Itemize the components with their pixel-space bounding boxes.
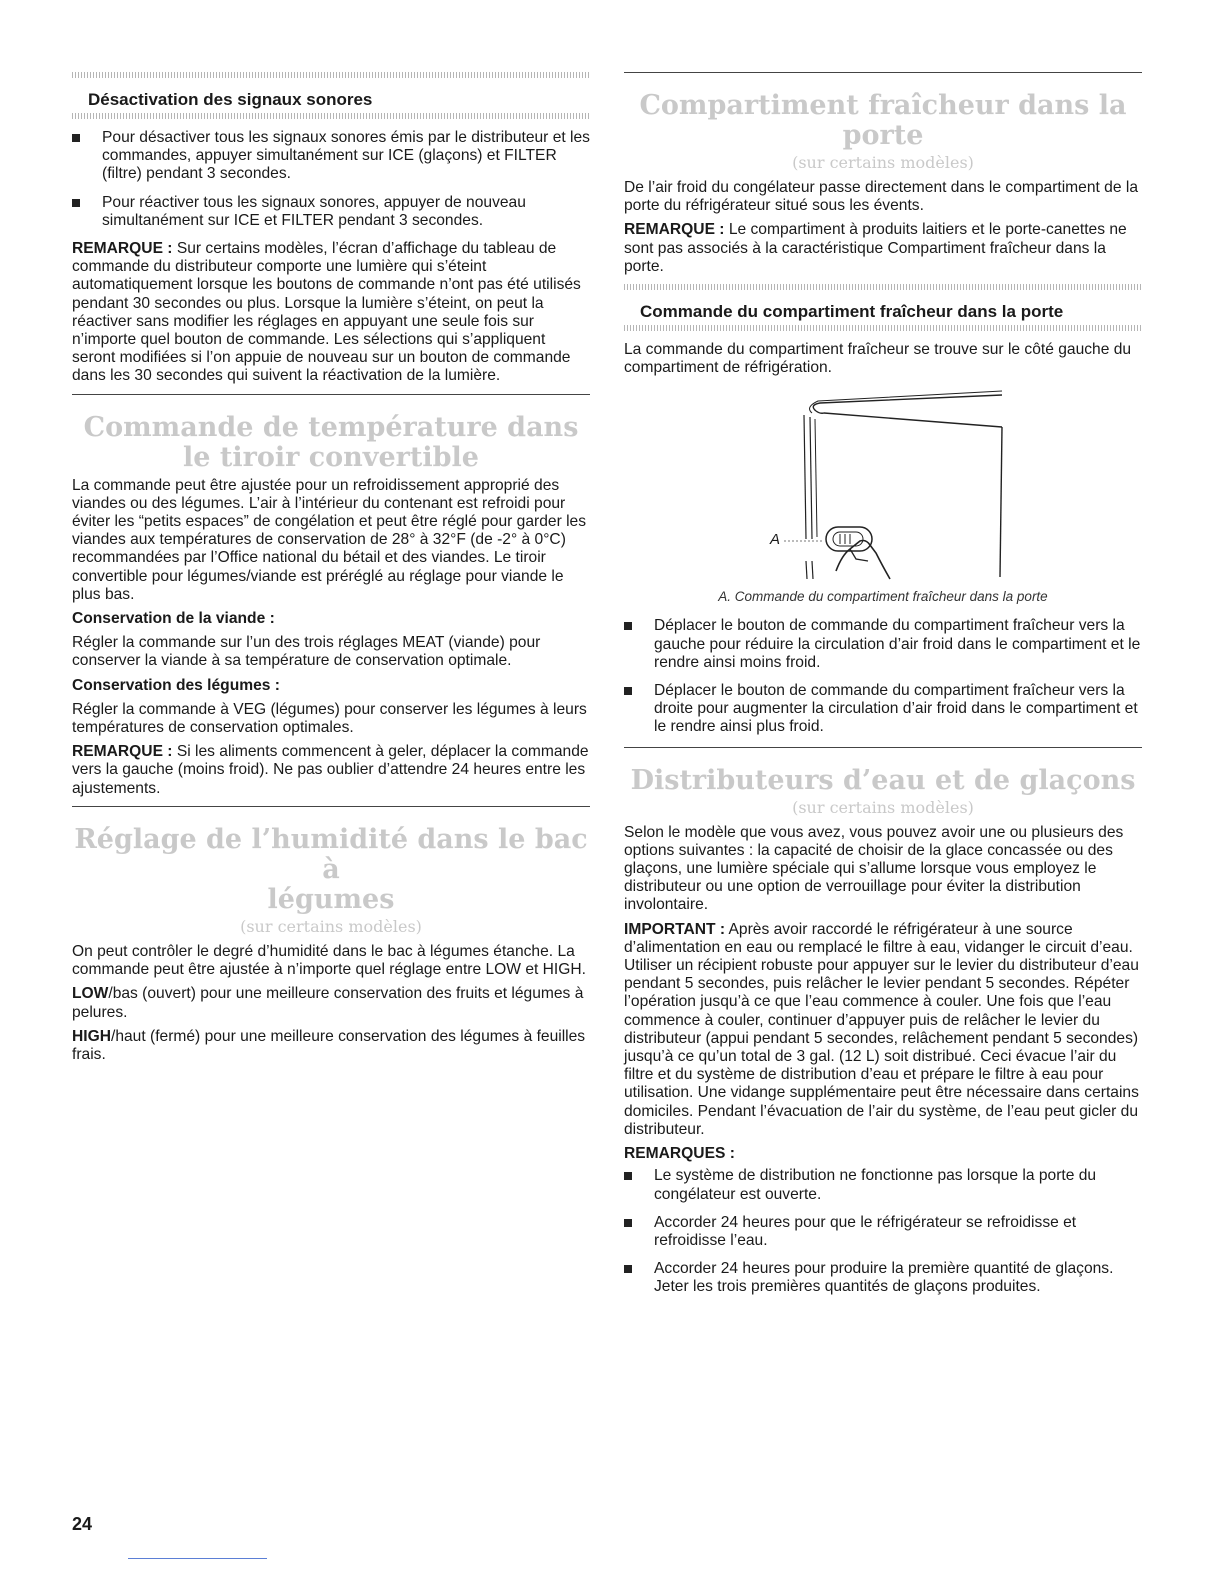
list-item: Déplacer le bouton de commande du compartiment fraîcheur vers la droite pour augmenter la circulation d’air froid dans le compartiment et le rendre ainsi plus froid. bbox=[624, 682, 1142, 737]
crisper-intro: On peut contrôler le degré d’humidité dans le bac à légumes étanche. La commande peut être ajustée à n’importe quel réglage entre LOW et HIGH. bbox=[72, 942, 586, 979]
high-setting bbox=[72, 1028, 590, 1064]
low-setting bbox=[72, 985, 590, 1021]
meat-heading: Conservation de la viande : bbox=[72, 610, 275, 628]
title-line: Commande de température dans bbox=[83, 411, 579, 443]
note-text: Si les aliments commencent à geler, déplacer la commande vers la gauche (moins froid). Ne pas oublier d’attendre 24 heures entre les ajustements. bbox=[72, 743, 589, 797]
section-rule bbox=[72, 806, 590, 807]
figure-label-a: A bbox=[770, 531, 781, 549]
note-label: REMARQUE : bbox=[72, 743, 173, 761]
footer-line bbox=[128, 1558, 267, 1559]
dispensers-intro: Selon le modèle que vous avez, vous pouvez avoir une ou plusieurs des options suivantes : la capacité de choisir de la glace concassée ou des glaçons, une lumière spéciale qui s’allume lorsque vous employez le distributeur ou une option de verrouillage pour éviter la distribution involontaire. bbox=[624, 823, 1124, 914]
section-rule bbox=[72, 394, 590, 395]
title-line: légumes bbox=[267, 883, 395, 915]
section-heading-door-control: Commande du compartiment fraîcheur dans la porte bbox=[640, 302, 1064, 322]
sound-signals-list bbox=[72, 129, 590, 230]
low-label: LOW bbox=[72, 985, 109, 1003]
section-subtitle: (sur certains modèles) bbox=[792, 797, 974, 817]
remarks-heading: REMARQUES : bbox=[624, 1145, 735, 1163]
note-paragraph bbox=[72, 240, 590, 386]
title-line: le tiroir convertible bbox=[183, 441, 479, 473]
list-item: Pour désactiver tous les signaux sonores émis par le distributeur et les commandes, appuyer simultanément sur ICE (glaçons) et FILTER (filtre) pendant 3 secondes. bbox=[72, 129, 590, 184]
left-column bbox=[72, 72, 590, 1070]
note-label: REMARQUE : bbox=[72, 240, 173, 258]
high-text: /haut (fermé) pour une meilleure conservation des légumes à feuilles frais. bbox=[72, 1027, 586, 1063]
remarks-list bbox=[624, 1167, 1142, 1296]
figure-caption: A. Commande du compartiment fraîcheur dans la porte bbox=[718, 589, 1048, 605]
section-subtitle: (sur certains modèles) bbox=[792, 153, 974, 172]
high-label: HIGH bbox=[72, 1027, 111, 1045]
section-rule bbox=[624, 72, 1142, 73]
note-text: Le compartiment à produits laitiers et le porte-canettes ne sont pas associés à la caractéristique Compartiment fraîcheur dans la porte. bbox=[624, 221, 1127, 275]
list-item: Pour réactiver tous les signaux sonores, appuyer de nouveau simultanément sur ICE et FILTER pendant 3 secondes. bbox=[72, 194, 590, 230]
door-illustration bbox=[624, 389, 1142, 589]
section-title-dispensers: Distributeurs d’eau et de glaçons bbox=[630, 764, 1136, 796]
meat-text: Régler la commande sur l’un des trois réglages MEAT (viande) pour conserver la viande à sa température de conservation optimale. bbox=[72, 634, 541, 670]
title-line: Réglage de l’humidité dans le bac à bbox=[74, 823, 588, 885]
list-item: Le système de distribution ne fonctionne pas lorsque la porte du congélateur est ouverte. bbox=[624, 1167, 1142, 1203]
note-paragraph bbox=[72, 743, 590, 798]
right-column bbox=[624, 72, 1142, 1307]
door-compartment-intro: De l’air froid du congélateur passe directement dans le compartiment de la porte du réfrigérateur situé sous les évents. bbox=[624, 179, 1138, 215]
important-text: Après avoir raccordé le réfrigérateur à une source d’alimentation en eau ou remplacé le filtre à eau, vidanger le circuit d’eau. Utiliser un récipient robuste pour appuyer sur le levier du distributeur d’eau pendant 5 secondes, puis relâcher le levier pendant 5 secondes. Répéter l’opération jusqu’à ce que l’eau commence à couler. Une fois que l’eau commence à couler, continuer d’appuyer puis de relâcher le levier du distributeur (appui pendant 5 secondes, relâchement pendant 5 secondes) jusqu’à ce qu’un total de 3 gal. (12 L) soit distribué. Ceci évacue l’air du filtre et du système de distribution d’eau et prépare le filtre à eau pour utilisation. Une vidange supplémentaire peut être nécessaire dans certains domiciles. Pendant l’évacuation de l’air du système, de l’eau peut gicler du distributeur. bbox=[624, 920, 1139, 1138]
important-paragraph bbox=[624, 921, 1142, 1139]
door-control-figure bbox=[624, 389, 1142, 589]
hatch-divider bbox=[624, 325, 1142, 331]
section-title-convertible-drawer bbox=[72, 413, 590, 473]
low-text: /bas (ouvert) pour une meilleure conservation des fruits et légumes à pelures. bbox=[72, 985, 584, 1021]
page-number: 24 bbox=[72, 1514, 93, 1534]
door-control-list bbox=[624, 617, 1142, 736]
veg-text: Régler la commande à VEG (légumes) pour conserver les légumes à leurs températures de conservation optimales. bbox=[72, 700, 587, 737]
section-title-crisper-humidity bbox=[72, 825, 590, 915]
note-label: REMARQUE : bbox=[624, 221, 725, 239]
list-item: Accorder 24 heures pour que le réfrigérateur se refroidisse et refroidisse l’eau. bbox=[624, 1214, 1142, 1250]
list-item: Accorder 24 heures pour produire la première quantité de glaçons. Jeter les trois premières quantités de glaçons produites. bbox=[624, 1260, 1142, 1296]
section-rule bbox=[624, 747, 1142, 748]
door-control-intro: La commande du compartiment fraîcheur se trouve sur le côté gauche du compartiment de réfrigération. bbox=[624, 341, 1132, 377]
section-subtitle: (sur certains modèles) bbox=[240, 916, 422, 936]
list-item: Déplacer le bouton de commande du compartiment fraîcheur vers la gauche pour réduire la circulation d’air froid dans le compartiment et le rendre ainsi moins froid. bbox=[624, 617, 1142, 672]
veg-heading: Conservation des légumes : bbox=[72, 676, 280, 694]
note-paragraph bbox=[624, 221, 1142, 276]
section-heading-sound-signals: Désactivation des signaux sonores bbox=[88, 90, 373, 109]
note-text: Sur certains modèles, l’écran d’affichage du tableau de commande du distributeur comporte une lumière qui s’éteint automatiquement lorsque les boutons de commande n’ont pas été utilisés pendant 30 secondes ou plus. Lorsque la lumière s’éteint, on peut la réactiver sans modifier les réglages en appuyant une seule fois sur n’importe quel bouton de commande. Les sélections qui s’appliquent seront modifiées si l’on appuie de nouveau sur un bouton de commande dans les 30 secondes qui suivent la réactivation de la lumière. bbox=[72, 240, 581, 385]
section-title-door-compartment: Compartiment fraîcheur dans la porte bbox=[639, 90, 1127, 151]
convertible-drawer-intro: La commande peut être ajustée pour un refroidissement approprié des viandes ou des légumes. L’air à l’intérieur du contenant est refroidi pour éviter les “petits espaces” de congélation et peut être réglé pour garder les viandes aux températures de conservation de 28° à 32°F (de -2° à 0°C) recommandées par l’Office national du bétail et des viandes. Le tiroir convertible pour légumes/viande est préréglé au réglage pour viande le plus bas. bbox=[72, 476, 587, 603]
important-label: IMPORTANT : bbox=[624, 920, 726, 938]
hatch-divider bbox=[72, 113, 590, 119]
